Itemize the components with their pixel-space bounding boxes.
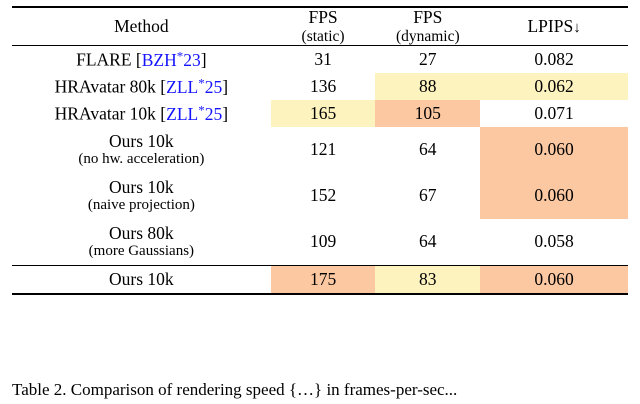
row-lpips-value: 0.060 — [480, 173, 628, 219]
final-lpips-value: 0.060 — [480, 266, 628, 293]
row-fps-static-value: 165 — [271, 100, 376, 127]
row-method — [12, 127, 271, 173]
table-caption: Table 2. Comparison of rendering speed {…} in frames-per-sec... — [12, 380, 458, 399]
header-fps-static — [271, 7, 376, 45]
row-fps-static — [271, 127, 376, 173]
row-fps-static — [271, 173, 376, 219]
table-row — [12, 45, 628, 73]
row-lpips — [480, 219, 628, 266]
row-fps-static-value: 109 — [309, 231, 337, 252]
row-method — [12, 73, 271, 100]
row-method-sub: (more Gaussians) — [88, 243, 195, 260]
row-lpips-value: 0.060 — [480, 127, 628, 173]
table-row-final — [12, 265, 628, 294]
results-table — [12, 6, 628, 295]
row-method — [12, 100, 271, 127]
row-method-label: Ours 80k — [109, 223, 174, 244]
header-fps-dynamic — [375, 7, 480, 45]
row-method — [12, 219, 271, 266]
header-fps-static-sub: (static) — [301, 27, 345, 45]
row-fps-dynamic-value: 105 — [375, 100, 480, 127]
row-fps-dynamic — [375, 100, 480, 127]
table-row — [12, 100, 628, 127]
row-fps-static — [271, 219, 376, 266]
row-fps-static — [271, 73, 376, 100]
row-method-label: Ours 10k — [109, 131, 174, 152]
row-lpips — [480, 45, 628, 73]
row-lpips — [480, 173, 628, 219]
row-fps-static-value: 31 — [314, 48, 332, 69]
row-fps-dynamic — [375, 73, 480, 100]
citation-link[interactable]: BZH*23 — [141, 48, 201, 70]
row-fps-static — [271, 45, 376, 73]
row-method-label: HRAvatar 80k [ZLL*25] — [54, 75, 229, 97]
row-method — [12, 173, 271, 219]
row-fps-dynamic-value: 64 — [419, 231, 437, 252]
row-fps-dynamic — [375, 127, 480, 173]
header-lpips-label: LPIPS — [527, 15, 574, 36]
row-fps-dynamic — [375, 45, 480, 73]
header-lpips — [480, 7, 628, 45]
row-fps-dynamic — [375, 173, 480, 219]
final-fps-dynamic-value: 83 — [375, 266, 480, 293]
row-lpips-value: 0.082 — [534, 48, 574, 69]
row-method-label: Ours 10k — [109, 177, 174, 198]
header-fps-dynamic-sub: (dynamic) — [395, 27, 460, 45]
row-fps-static-value: 152 — [309, 185, 337, 206]
citation-link[interactable]: ZLL*25 — [166, 102, 223, 124]
row-method-label: HRAvatar 10k [ZLL*25] — [54, 102, 229, 124]
row-method — [12, 45, 271, 73]
row-lpips — [480, 73, 628, 100]
row-method-sub: (no hw. acceleration) — [78, 151, 205, 168]
table-row — [12, 127, 628, 173]
final-fps-static-value: 175 — [271, 266, 376, 293]
final-method-label: Ours 10k — [109, 268, 174, 289]
final-fps-dynamic — [375, 265, 480, 294]
row-fps-static — [271, 100, 376, 127]
row-method-label: FLARE [BZH*23] — [76, 48, 207, 70]
row-lpips-value: 0.071 — [534, 102, 574, 123]
row-lpips — [480, 100, 628, 127]
row-method-sub: (naive projection) — [87, 197, 195, 214]
table-header-row — [12, 7, 628, 45]
row-lpips — [480, 127, 628, 173]
table-row — [12, 73, 628, 100]
row-fps-dynamic-value: 27 — [419, 48, 437, 69]
header-method-label: Method — [114, 15, 169, 36]
final-fps-static — [271, 265, 376, 294]
table-row — [12, 219, 628, 266]
row-fps-dynamic — [375, 219, 480, 266]
final-method — [12, 265, 271, 294]
header-fps-dynamic-label: FPS — [413, 7, 443, 27]
row-fps-static-value: 121 — [309, 139, 337, 160]
header-method — [12, 7, 271, 45]
header-fps-static-label: FPS — [308, 7, 338, 27]
row-fps-dynamic-value: 88 — [375, 73, 480, 100]
final-lpips — [480, 265, 628, 294]
row-lpips-value: 0.062 — [480, 73, 628, 100]
header-lpips-arrow: ↓ — [573, 19, 581, 36]
table-body — [12, 45, 628, 265]
row-fps-dynamic-value: 64 — [419, 139, 437, 160]
row-lpips-value: 0.058 — [534, 231, 574, 252]
row-fps-static-value: 136 — [309, 75, 337, 96]
citation-link[interactable]: ZLL*25 — [166, 75, 223, 97]
table-row — [12, 173, 628, 219]
row-fps-dynamic-value: 67 — [419, 185, 437, 206]
